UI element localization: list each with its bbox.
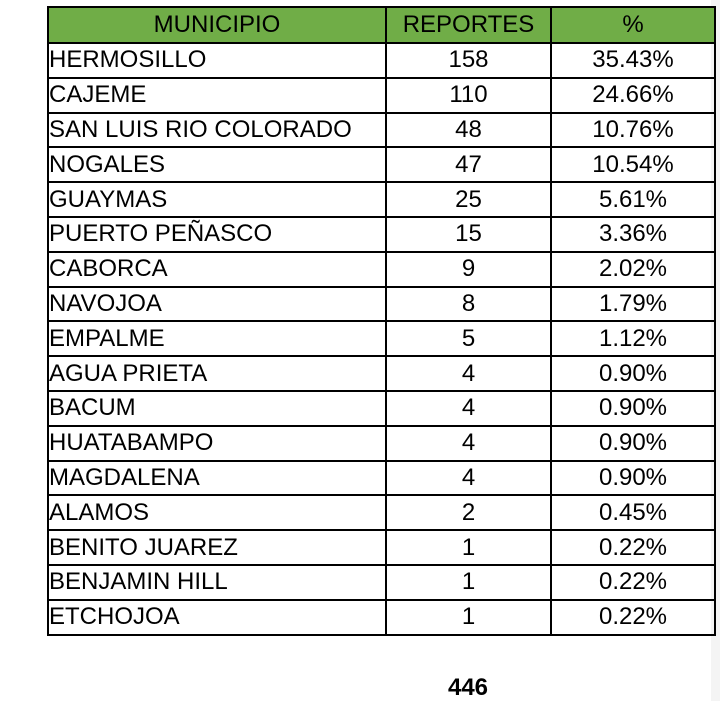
cell-percent[interactable]: 1.79% <box>551 287 715 322</box>
cell-reportes[interactable]: 9 <box>386 252 551 287</box>
cell-municipio[interactable]: CAJEME <box>48 78 386 113</box>
cell-municipio[interactable]: HUATABAMPO <box>48 426 386 461</box>
cell-reportes[interactable]: 48 <box>386 113 551 148</box>
table-row <box>48 461 715 496</box>
cell-municipio[interactable]: CABORCA <box>48 252 386 287</box>
reports-table <box>47 6 716 636</box>
cell-reportes[interactable]: 4 <box>386 426 551 461</box>
cell-municipio[interactable]: SAN LUIS RIO COLORADO <box>48 113 386 148</box>
table-row <box>48 147 715 182</box>
cell-percent[interactable]: 10.54% <box>551 147 715 182</box>
cell-municipio[interactable]: EMPALME <box>48 321 386 356</box>
cell-percent[interactable]: 2.02% <box>551 252 715 287</box>
cell-municipio[interactable]: NOGALES <box>48 147 386 182</box>
cell-reportes[interactable]: 4 <box>386 356 551 391</box>
table-row <box>48 426 715 461</box>
table-row <box>48 43 715 78</box>
total-reportes: 446 <box>447 674 489 701</box>
cell-municipio[interactable]: ALAMOS <box>48 495 386 530</box>
cell-municipio[interactable]: NAVOJOA <box>48 287 386 322</box>
header-reportes[interactable]: REPORTES <box>386 7 551 43</box>
header-row <box>48 7 715 43</box>
cell-percent[interactable]: 35.43% <box>551 43 715 78</box>
table-row <box>48 113 715 148</box>
header-percent[interactable]: % <box>551 7 715 43</box>
table-row <box>48 182 715 217</box>
cell-municipio[interactable]: BACUM <box>48 391 386 426</box>
cell-reportes[interactable]: 47 <box>386 147 551 182</box>
cell-percent[interactable]: 0.90% <box>551 356 715 391</box>
cell-municipio[interactable]: PUERTO PEÑASCO <box>48 217 386 252</box>
cell-reportes[interactable]: 1 <box>386 565 551 600</box>
cell-percent[interactable]: 0.90% <box>551 461 715 496</box>
cell-reportes[interactable]: 5 <box>386 321 551 356</box>
cell-percent[interactable]: 5.61% <box>551 182 715 217</box>
table-row <box>48 565 715 600</box>
table-row <box>48 391 715 426</box>
cell-percent[interactable]: 0.45% <box>551 495 715 530</box>
cell-reportes[interactable]: 110 <box>386 78 551 113</box>
cell-reportes[interactable]: 1 <box>386 530 551 565</box>
cell-municipio[interactable]: BENJAMIN HILL <box>48 565 386 600</box>
cell-municipio[interactable]: HERMOSILLO <box>48 43 386 78</box>
cell-percent[interactable]: 0.90% <box>551 426 715 461</box>
cell-reportes[interactable]: 4 <box>386 461 551 496</box>
table-row <box>48 252 715 287</box>
table-row <box>48 495 715 530</box>
table-row <box>48 78 715 113</box>
cell-percent[interactable]: 24.66% <box>551 78 715 113</box>
cell-municipio[interactable]: AGUA PRIETA <box>48 356 386 391</box>
cell-municipio[interactable]: ETCHOJOA <box>48 600 386 635</box>
cell-reportes[interactable]: 4 <box>386 391 551 426</box>
header-municipio[interactable]: MUNICIPIO <box>48 7 386 43</box>
cell-municipio[interactable]: GUAYMAS <box>48 182 386 217</box>
cell-percent[interactable]: 10.76% <box>551 113 715 148</box>
cell-percent[interactable]: 0.90% <box>551 391 715 426</box>
table-row <box>48 217 715 252</box>
table-body <box>48 43 715 635</box>
cell-reportes[interactable]: 25 <box>386 182 551 217</box>
cell-reportes[interactable]: 8 <box>386 287 551 322</box>
cell-reportes[interactable]: 2 <box>386 495 551 530</box>
cell-percent[interactable]: 0.22% <box>551 530 715 565</box>
cell-reportes[interactable]: 15 <box>386 217 551 252</box>
table-row <box>48 600 715 635</box>
cell-percent[interactable]: 0.22% <box>551 600 715 635</box>
cell-reportes[interactable]: 158 <box>386 43 551 78</box>
table-row <box>48 530 715 565</box>
table-row <box>48 287 715 322</box>
table-row <box>48 321 715 356</box>
cell-percent[interactable]: 0.22% <box>551 565 715 600</box>
cell-reportes[interactable]: 1 <box>386 600 551 635</box>
cell-municipio[interactable]: BENITO JUAREZ <box>48 530 386 565</box>
cell-percent[interactable]: 1.12% <box>551 321 715 356</box>
cell-percent[interactable]: 3.36% <box>551 217 715 252</box>
table-row <box>48 356 715 391</box>
cell-municipio[interactable]: MAGDALENA <box>48 461 386 496</box>
